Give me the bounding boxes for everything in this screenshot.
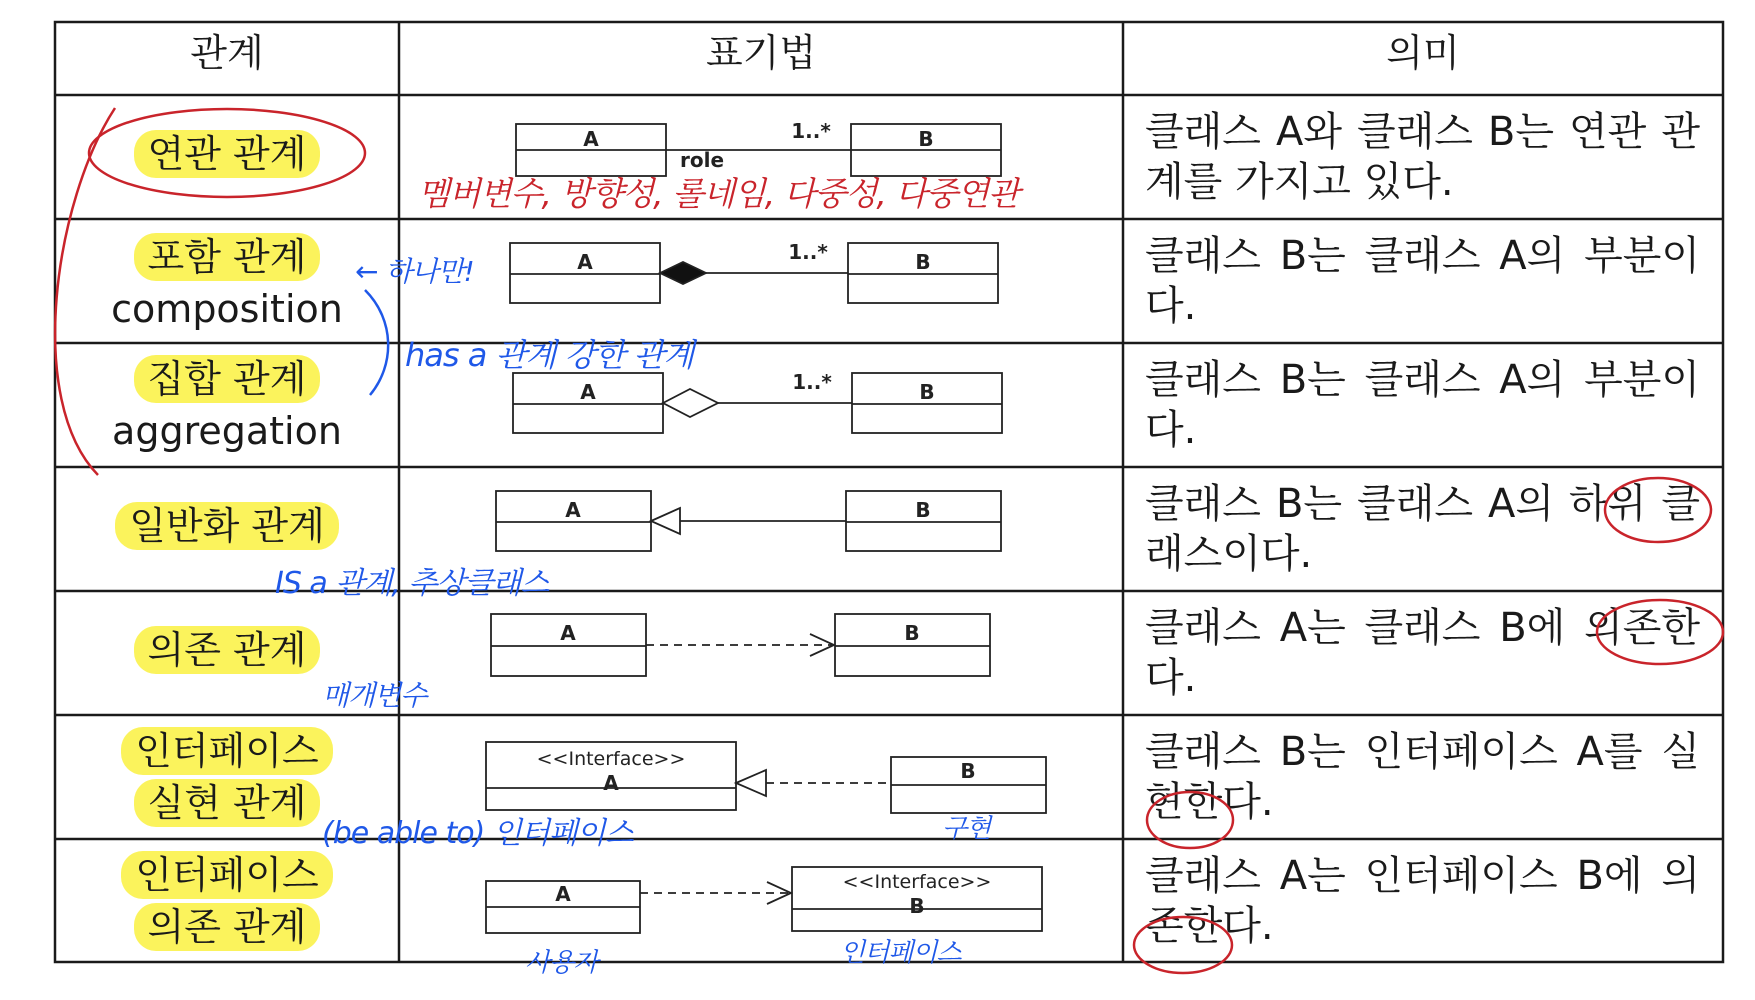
uml-label-a: A [565,498,581,522]
header-notation: 표기법 [705,31,817,75]
uml-label-a: A [583,127,599,151]
note-interface: 인터페이스 [840,938,961,968]
header-meaning: 의미 [1386,31,1460,75]
generalization-arrow [651,508,680,534]
note-is-a: IS a 관계, 추상클래스 [275,566,549,601]
meaning-generalization: 클래스 B는 클래스 A의 하위 클래스이다. [1145,481,1700,577]
note-association: 멤버변수, 방향성, 롤네임, 다중성, 다중연관 [418,174,1019,213]
uml-label-a: A [580,380,596,404]
meaning-interface-dependency: 클래스 A는 인터페이스 B에 의존한다. [1145,853,1700,949]
relation-composition: 포함 관계 [55,238,399,276]
note-impl: 구현 [942,814,991,844]
meaning-aggregation: 클래스 B는 클래스 A의 부분이다. [1145,357,1700,453]
uml-label-b: B [915,498,931,522]
uml-label-a: A [577,250,593,274]
header-relation: 관계 [190,31,264,75]
note-has-a: has a 관계 강한 관계 [405,336,694,374]
relation-composition-en: composition [111,287,343,331]
relation-aggregation-en: aggregation [112,409,342,453]
meaning-interface-realization: 클래스 B는 인터페이스 A를 실현한다. [1145,729,1700,825]
uml-role: role [679,148,725,172]
note-only-one: ← 하나만! [355,255,474,288]
uml-label-b: B [919,380,935,404]
relation-interface-realization-2: 실현 관계 [55,784,399,822]
relation-generalization: 일반화 관계 [55,507,399,545]
red-bracket [55,108,115,475]
red-circle-association [89,109,365,197]
uml-label-a: A [603,771,619,795]
relation-association: 연관 관계 [55,135,399,173]
note-user: 사용자 [525,948,598,978]
uml-label-a: A [555,882,571,906]
red-circle-sub [1605,478,1711,542]
relation-interface-realization-1: 인터페이스 [55,732,399,770]
relation-interface-dependency-2: 의존 관계 [55,908,399,946]
uml-multiplicity: 1..* [791,119,831,143]
uml-multiplicity: 1..* [792,370,832,394]
relation-aggregation: 집합 관계 [55,360,399,398]
uml-label-b: B [904,621,920,645]
uml-label-a: A [560,621,576,645]
meaning-composition: 클래스 B는 클래스 A의 부분이다. [1145,233,1700,329]
relation-dependency: 의존 관계 [55,631,399,669]
meaning-association: 클래스 A와 클래스 B는 연관 관계를 가지고 있다. [1145,109,1700,205]
uml-stereotype: <<Interface>> [536,748,686,770]
uml-label-b: B [960,759,976,783]
note-param: 매개변수 [322,679,427,712]
uml-stereotype: <<Interface>> [842,871,992,893]
uml-multiplicity: 1..* [788,240,828,264]
meaning-dependency: 클래스 A는 클래스 B에 의존한다. [1145,605,1700,701]
uml-label-b: B [918,127,934,151]
red-circle-depend [1597,600,1723,664]
aggregation-diamond [663,389,718,417]
composition-diamond [660,262,706,284]
red-circle-realize [1147,792,1233,848]
red-circle-depend2 [1134,917,1232,973]
uml-label-b: B [909,894,925,918]
note-be-able-to: (be able to) 인터페이스 [322,816,633,851]
blue-bracket [365,290,388,395]
realization-arrow [736,770,766,796]
relation-interface-dependency-1: 인터페이스 [55,856,399,894]
uml-label-b: B [915,250,931,274]
